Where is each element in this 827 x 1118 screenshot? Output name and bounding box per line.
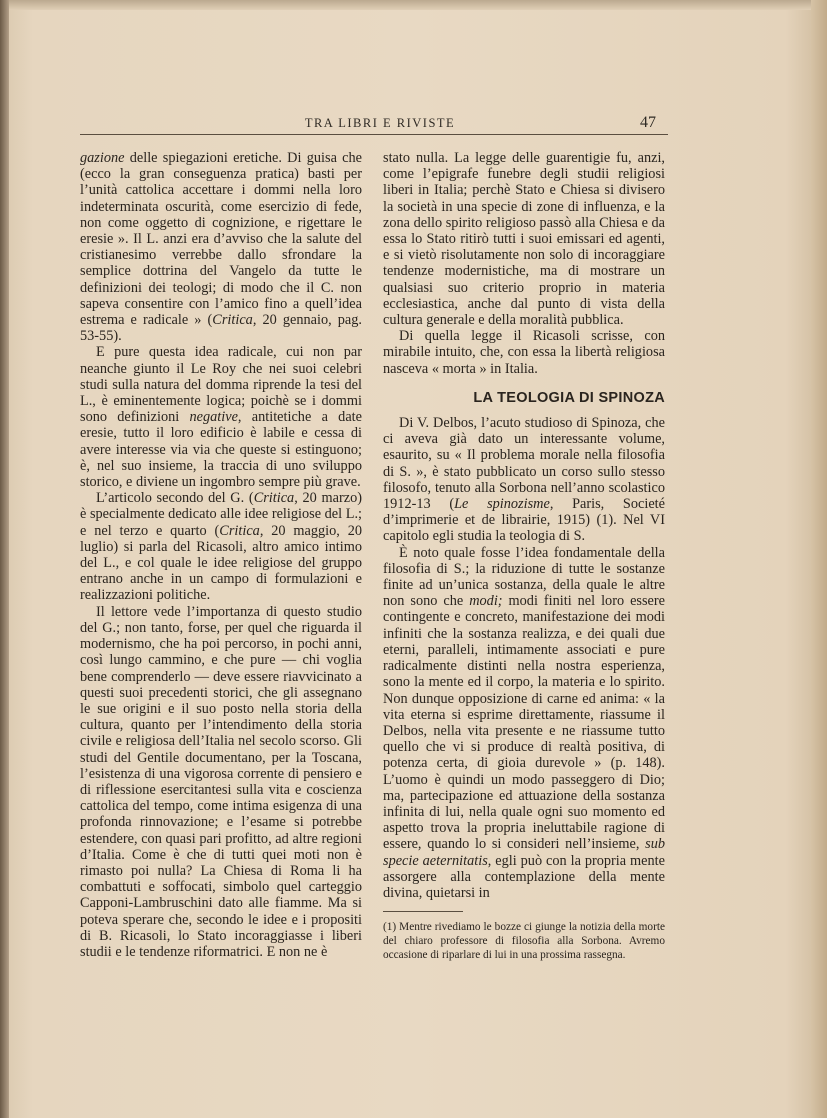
right-column xyxy=(383,150,665,962)
text-run: , egli può con la propria mente assorgere alla contemplazione della mente divina, quietarsi in xyxy=(383,852,665,901)
italic-text: sub specie aeternitatis xyxy=(383,836,665,869)
header-rule xyxy=(80,134,668,135)
footnote: (1) Mentre rivediamo le bozze ci giunge la notizia della morte del chiaro professore di filosofia alla Sorbona. Avremo occasione di riparlare di lui in una prossima rassegna. xyxy=(383,921,665,962)
italic-text: gazione xyxy=(80,150,125,166)
page-right-edge xyxy=(811,0,827,1118)
italic-text: Critica xyxy=(212,312,253,329)
paragraph xyxy=(80,344,362,490)
text-run: E pure questa idea radicale, cui non par neanche giunto il Le Roy che nei suoi celebri studi sulla natura del domma riprende la tesi del L., è eminentemente logica; poichè se i dommi sono definizioni xyxy=(80,344,362,426)
page-top-edge xyxy=(0,0,827,10)
text-run: L’articolo secondo del G. ( xyxy=(96,490,254,507)
left-column xyxy=(80,150,362,960)
paragraph xyxy=(383,545,665,901)
italic-text: Critica xyxy=(253,490,295,507)
text-run: modi finiti nel loro essere contingente e concreto, manifestazione dei modi infiniti che la sostanza realizza, e dei quali due eterni, paralleli, intimamente associati e pure radicalmente distinti nella nostra esperienza, sono la mente ed il corpo, la materia e lo spirito. Non dunque opposizione di carne ed anima: « la vita eterna si esprime direttamente, riassume il Delbos, nella vita presente e ne riassume tutto quello che vi si produce di realtà positiva, di potenza certa, di gioia durevole » (p. 148). L’uomo è quindi un modo passeggero di Dio; ma, partecipazione ed attuazione della sostanza infinita di lui, nella quale ogni suo momento ed aspetto trova la propria ineluttabile ragione di essere, quando lo si consideri nell’insieme, xyxy=(383,593,665,853)
italic-text: Critica xyxy=(219,522,260,539)
italic-text: negative xyxy=(189,409,238,426)
running-title: TRA LIBRI E RIVISTE xyxy=(304,116,456,130)
paragraph xyxy=(383,415,665,545)
text-run: , 20 maggio, 20 luglio) si parla del Ricasoli, altro amico intimo del L., e col quale le idee religiose del gruppo entrano anche in un campo di formulazioni e realizzazioni politiche. xyxy=(80,522,362,604)
text-run: , 20 marzo) è specialmente dedicato alle idee religiose del L.; e nel terzo e quarto ( xyxy=(80,490,362,539)
text-run: Di V. Delbos, l’acuto studioso di Spinoza, che ci aveva già dato un interessante volume, esaurito, su « Il problema morale nella filosofia di S. », è stato pubblicato un corso sullo stesso filosofo, tenuto alla Sorbona nell’anno scolastico 1912-13 ( xyxy=(383,415,665,513)
italic-text: Le spinozisme xyxy=(454,496,550,513)
paragraph: stato nulla. La legge delle guarentigie fu, anzi, come l’epigrafe funebre degli studii religiosi liberi in Italia; perchè Stato e Chiesa si divisero la società in una specie di zone di influenza, e la zona dello spirito religioso passò alla Chiesa e da essa lo Stato ritirò tutti i suoi emissari ed agenti, e si vietò risolutamente non solo di incoraggiare tendenze modernistiche, ma di mostrare un qualsiasi suo criterio proprio in materia ecclesiastica, anche dal punto di vista della cultura generale e della moralità pubblica. xyxy=(383,150,665,329)
footnote-rule xyxy=(383,911,463,912)
italic-text: modi; xyxy=(469,593,503,610)
page-number: 47 xyxy=(640,114,656,131)
paragraph xyxy=(80,490,362,603)
paragraph: Il lettore vede l’importanza di questo studio del G.; non tanto, forse, per quel che riguarda il modernismo, che ha poi percorso, in pochi anni, così lungo cammino, e che pure — chi voglia bene comprenderlo — deve essere riavvicinato a questi suoi precedenti storici, che gli assegnano le sue origini e il suo posto nella storia della cultura, quanto per l’intendimento della storia civile e religiosa dell’Italia nel secolo scorso. Gli studi del Gentile documentano, per la Toscana, l’esistenza di una vigorosa corrente di pensiero e di riflessione esercitantesi sulla vita e coscienza cattolica del tempo, come intima esigenza di una profonda rinnovazione; e l’esame si potrebbe estendere, con quasi pari profitto, ad altre regioni d’Italia. Come è che di tutti quei moti non è rimasto poi nulla? La Chiesa di Roma li ha combattuti e soffocati, simbolo quel carteggio Capponi-Lambruschini dato alle fiamme. Ma si poteva sperare che, secondo le idee e i propositi di B. Ricasoli, lo Stato incoraggiasse i liberi studii e le tendenze riformatrici. E non ne è xyxy=(80,603,362,960)
text-run: delle spiegazioni eretiche. Di guisa che (ecco la gran conseguenza pratica) basti per l’unità cattolica accettare i dommi nella loro indeterminata oscurità, come esercizio di fede, non come oggetto di cognizione, e rigettare le eresie ». Il L. anzi era d’avviso che la salute del cristianesimo verrebbe dallo sfrondare la semplice dottrina del Vangelo da tutte le definizioni dei teologi; di modo che il C. non sapeva consentire con l’amico fino a quell’idea estrema e radicale » ( xyxy=(80,150,362,329)
text-run: , antitetiche a date eresie, tutto il loro edificio è labile e cessa di avere interesse via via che queste si estinguono; è, nel suo insieme, la traccia di uno sviluppo storico, e diviene un ingombro sempre più grave. xyxy=(80,409,362,491)
text-run: , Paris, Societé d’imprimerie et de librairie, 1915) (1). Nel VI capitolo egli studia la teologia di S. xyxy=(383,496,665,545)
paragraph: Di quella legge il Ricasoli scrisse, con mirabile intuito, che, con essa la libertà religiosa nasceva « morta » in Italia. xyxy=(383,328,665,377)
text-run: , 20 gennaio, pag. 53-55). xyxy=(80,312,362,345)
section-title: LA TEOLOGIA DI SPINOZA xyxy=(473,389,665,406)
paragraph xyxy=(80,150,362,344)
text-run: È noto quale fosse l’idea fondamentale della filosofia di S.; la riduzione di tutte le sostanze finite ad un’unica sostanza, della quale le altre non sono che xyxy=(383,544,665,610)
page-left-edge xyxy=(0,0,9,1118)
